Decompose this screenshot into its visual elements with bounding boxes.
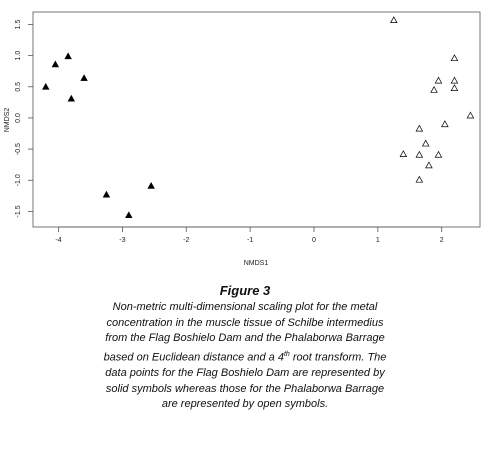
open-triangle-point — [431, 87, 437, 93]
y-tick-label: 1.5 — [15, 19, 22, 30]
y-axis-title: NMDS2 — [4, 107, 11, 133]
open-triangle-point — [416, 176, 422, 182]
open-triangle-point — [451, 55, 457, 61]
x-tick-label: 2 — [439, 237, 444, 244]
caption-text-part1: Non-metric multi-dimensional scaling plot for the metal concentration in the muscle tissue of Schilbe intermedius from the Flag Boshielo Dam and the Phalaborwa Barrage based on Euclidean distance and a 4 — [103, 301, 385, 364]
x-tick-label: 0 — [312, 237, 316, 244]
y-tick-label: 0.0 — [15, 113, 22, 123]
y-tick-label: -1.0 — [15, 174, 22, 187]
open-triangle-point — [467, 112, 473, 118]
y-tick-label: -0.5 — [15, 143, 22, 156]
open-triangle-point — [400, 151, 406, 157]
open-triangle-point — [451, 77, 457, 83]
filled-triangle-point — [81, 75, 87, 81]
x-tick-label: -4 — [55, 237, 62, 244]
open-triangle-point — [435, 77, 441, 83]
caption-superscript: th — [283, 350, 290, 358]
x-tick-label: -2 — [183, 237, 190, 244]
filled-triangle-point — [148, 183, 154, 189]
filled-triangle-point — [68, 95, 74, 101]
open-triangle-point — [426, 162, 432, 168]
y-tick-label: 0.5 — [15, 81, 22, 92]
x-axis — [55, 227, 443, 244]
plot-frame — [33, 12, 480, 227]
y-tick-label: 1.0 — [15, 50, 22, 61]
filled-triangle-point — [52, 61, 58, 67]
y-axis — [15, 19, 33, 217]
open-triangle-point — [435, 152, 441, 158]
open-triangle-point — [416, 125, 422, 131]
open-triangle-point — [451, 85, 457, 91]
open-triangle-point — [423, 140, 429, 146]
x-tick-label: 1 — [375, 237, 380, 244]
data-points — [43, 17, 474, 218]
open-triangle-point — [391, 17, 397, 23]
x-axis-title: NMDS1 — [243, 260, 269, 267]
x-tick-label: -1 — [246, 237, 254, 244]
figure-caption — [100, 283, 390, 413]
open-triangle-point — [442, 121, 448, 127]
figure-caption-text — [100, 300, 390, 413]
filled-triangle-point — [103, 191, 109, 197]
filled-triangle-point — [126, 212, 132, 218]
caption-text-part2: root transform. The data points for the Flag Boshielo Dam are represented by solid symbols whereas those for the Phalaborwa Barrage are represented by open symbols. — [105, 351, 387, 411]
filled-triangle-point — [43, 84, 49, 90]
filled-triangle-point — [65, 53, 71, 59]
x-tick-label: -3 — [119, 237, 126, 244]
open-triangle-point — [416, 152, 422, 158]
y-tick-label: -1.5 — [15, 205, 22, 218]
figure-title: Figure 3 — [219, 283, 271, 298]
